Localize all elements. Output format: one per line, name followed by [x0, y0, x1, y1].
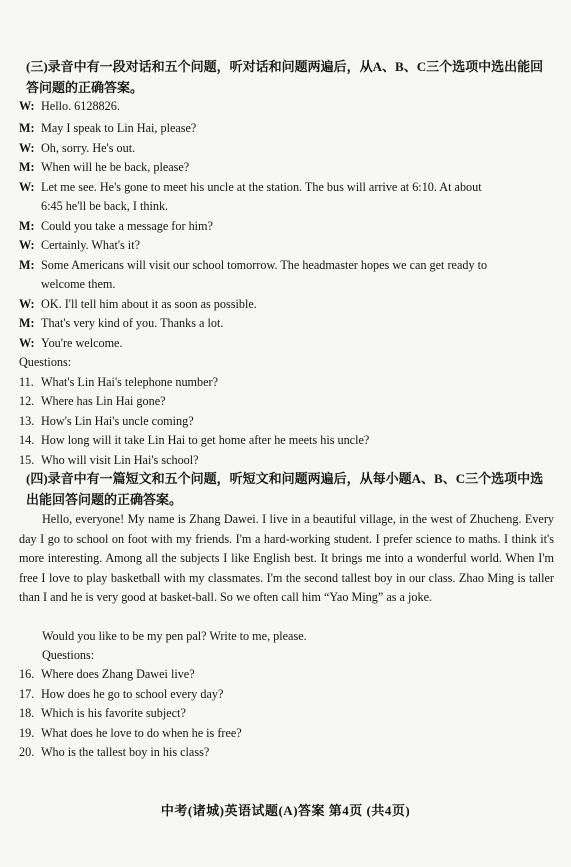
dialogue-line: W: Oh, sorry. He's out. — [19, 141, 136, 155]
dialogue-line: M: Some Americans will visit our school tomorrow. The headmaster hopes we can get ready to — [19, 258, 488, 272]
dialogue-line: W: You're welcome. — [19, 336, 123, 350]
dialogue-line: W: OK. I'll tell him about it as soon as possible. — [19, 297, 257, 311]
questions-label: Questions: — [42, 648, 95, 662]
question-item: 11. What's Lin Hai's telephone number? — [19, 375, 218, 389]
question-item: 20. Who is the tallest boy in his class? — [19, 745, 210, 759]
dialogue-line: W: Certainly. What's it? — [19, 238, 140, 252]
question-item: 13. How's Lin Hai's uncle coming? — [19, 414, 194, 428]
question-item: 15. Who will visit Lin Hai's school? — [19, 453, 199, 467]
dialogue-continuation: welcome them. — [41, 277, 116, 291]
dialogue-line: M: May I speak to Lin Hai, please? — [19, 121, 197, 135]
passage-closing: Would you like to be my pen pal? Write to me, please. — [42, 629, 307, 643]
dialogue-line: M: Could you take a message for him? — [19, 219, 213, 233]
question-item: 12. Where has Lin Hai gone? — [19, 394, 166, 408]
dialogue-line: M: That's very kind of you. Thanks a lot. — [19, 316, 224, 330]
dialogue-line: M: When will he be back, please? — [19, 160, 190, 174]
question-item: 17. How does he go to school every day? — [19, 687, 224, 701]
dialogue-line: W: Hello. 6128826. — [19, 99, 120, 113]
dialogue-continuation: 6:45 he'll be back, I think. — [41, 199, 169, 213]
dialogue-line: W: Let me see. He's gone to meet his uncle at the station. The bus will arrive at 6:10. At about — [19, 180, 482, 194]
question-item: 19. What does he love to do when he is free? — [19, 726, 242, 740]
section4-instruction: (四)录音中有一篇短文和五个问题，听短文和问题两遍后，从每小题A、B、C三个选项中选出能回答问题的正确答案。 — [26, 471, 544, 507]
page-footer: 中考(诸城)英语试题(A)答案 第4页 (共4页) — [160, 803, 411, 818]
questions-label: Questions: — [19, 355, 72, 369]
passage-paragraph: Hello, everyone! My name is Zhang Dawei. I live in a beautiful village, in the west of Zhucheng. Every day I go to school on foot with my friends. I'm a hard-working student. I prefer science to maths. I think it's more interesting. Among all the subjects I like English best. It brings me into a wonderful world. When I'm free I love to play basketball with my classmates. I'm the second tallest boy in our class. Zhao Ming is taller than I and he is very good at basket-ball. So we often call him “Yao Ming” as a joke. — [19, 512, 554, 605]
question-item: 16. Where does Zhang Dawei live? — [19, 667, 195, 681]
question-item: 14. How long will it take Lin Hai to get home after he meets his uncle? — [19, 433, 370, 447]
section3-instruction: (三)录音中有一段对话和五个问题，听对话和问题两遍后，从A、B、C三个选项中选出能回答问题的正确答案。 — [26, 59, 544, 95]
question-item: 18. Which is his favorite subject? — [19, 706, 186, 720]
